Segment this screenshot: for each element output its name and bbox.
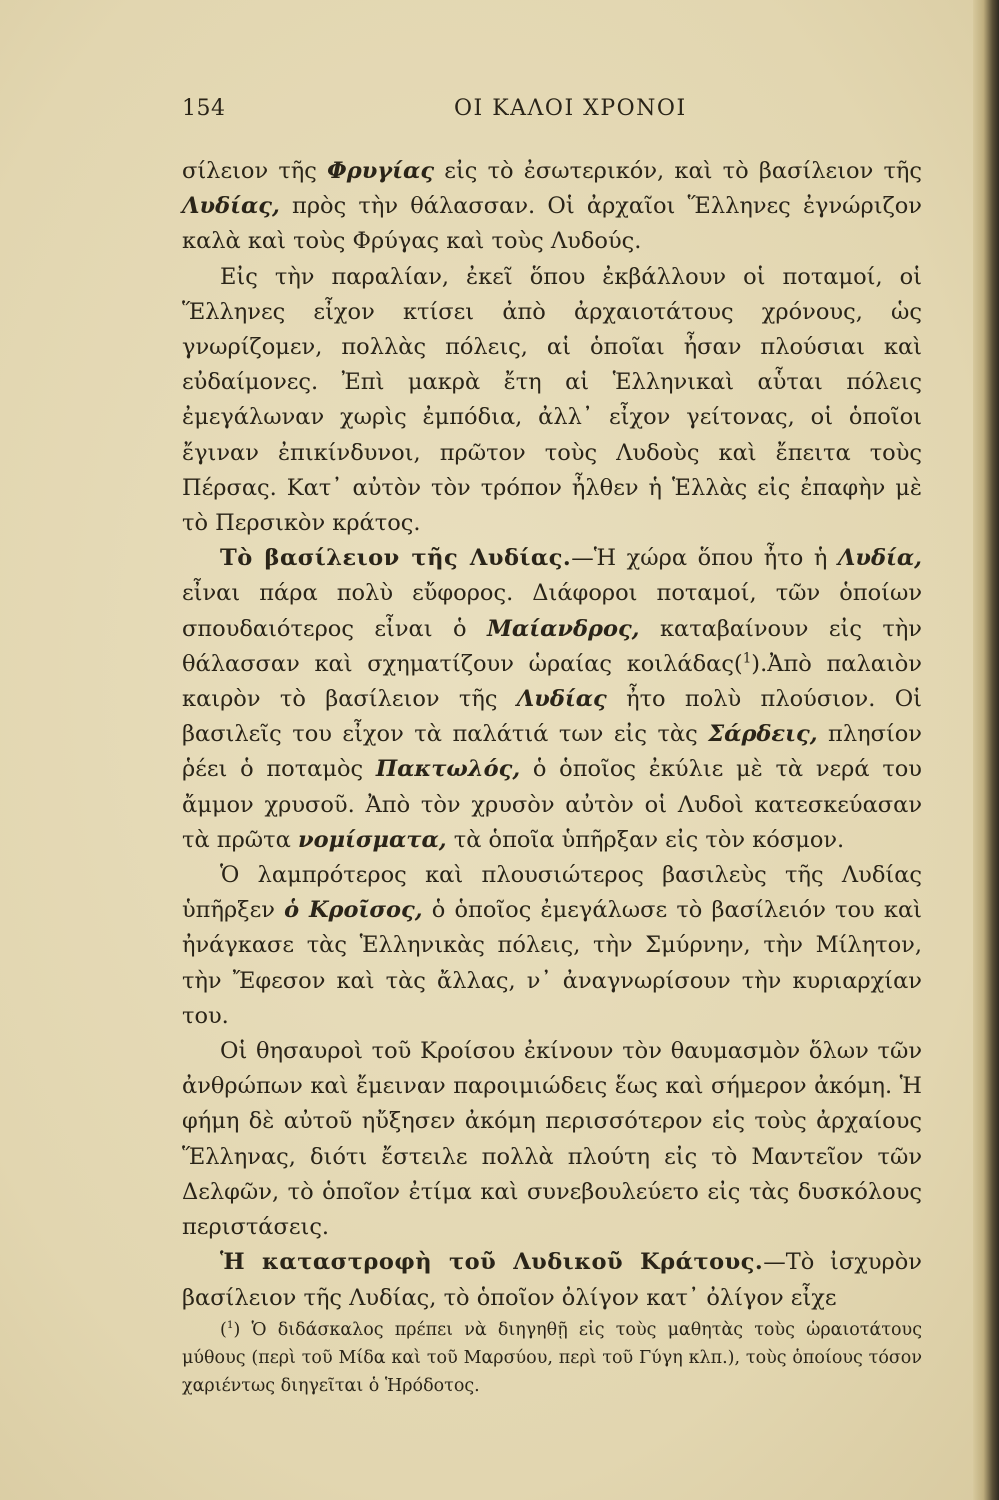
text-run: Ὁ λαμπρότερος καὶ πλουσιώτερος βασιλεὺς τῆς Λυδίας ὑπῆρξεν — [182, 862, 922, 924]
footnote-number: 1 — [226, 1319, 234, 1332]
emphasis-lydia: Λυδίας — [516, 686, 607, 713]
text-run: τὰ ὁποῖα ὑπῆρξαν εἰς τὸν κόσμον. — [446, 826, 845, 853]
text-run: ).Ἀπὸ παλαιὸν καιρὸν τὸ βασίλειον τῆς — [182, 650, 922, 713]
page-header — [182, 96, 912, 130]
emphasis-maeander: Μαίανδρος, — [486, 615, 640, 642]
paragraph-1 — [182, 154, 922, 260]
text-run: —Τὸ ἰσχυρὸν βασίλειον τῆς Λυδίας, τὸ ὁποῖον ὀλίγον κατ᾽ ὀλίγον εἶχε — [182, 1249, 922, 1311]
paragraph-4 — [182, 858, 922, 1034]
book-spine-shadow — [973, 0, 999, 1500]
emphasis-sardis: Σάρδεις, — [708, 721, 818, 748]
footnote-1: ($^1$) Ὁ διδάσκαλος πρέπει νὰ διηγηθῇ εἰς τοὺς μαθητὰς τοὺς ὡραιοτάτους μύθους (περὶ τοῦ Μίδα καὶ τοῦ Μαρσύου, περὶ τοῦ Γύγη κλπ.), τοὺς ὁποίους τόσον χαριέντως διηγεῖται ὁ Ἡρόδοτος. — [182, 1319, 922, 1396]
text-run: εἶναι πάρα πολὺ εὔφορος. Διάφοροι ποταμοί, τῶν ὁποίων σπουδαιότερος εἶναι ὁ — [182, 580, 922, 642]
paragraph-5: Οἱ θησαυροὶ τοῦ Κροίσου ἐκίνουν τὸν θαυμασμὸν ὅλων τῶν ἀνθρώπων καὶ ἔμειναν παροιμιώδεις ἕως καὶ σήμερον ἀκόμη. Ἡ φήμη δὲ αὐτοῦ ηὔξησεν ἀκόμη περισσότερον εἰς τοὺς ἀρχαίους Ἕλληνας, διότι ἔστειλε πολλὰ πλούτη εἰς τὸ Μαντεῖον τῶν Δελφῶν, τὸ ὁποῖον ἐτίμα καὶ συνεβουλεύετο εἰς τὰς δυσκόλους περιστάσεις. — [182, 1038, 922, 1241]
paragraph-3 — [182, 541, 922, 858]
text-run: καταβαίνουν εἰς τὴν θάλασσαν καὶ σχηματίζουν ὡραίας κοιλάδας( — [182, 615, 922, 677]
page-number: 154 — [182, 96, 226, 121]
text-run: ὁ ὁποῖος ἐμεγάλωσε τὸ βασίλειόν του καὶ ἠνάγκασε τὰς Ἑλληνικὰς πόλεις, τὴν Σμύρνην, τὴν Μίλητον, τὴν Ἔφεσον καὶ τὰς ἄλλας, ν᾽ ἀναγνωρίσουν τὴν κυριαρχίαν του. — [182, 897, 923, 1029]
section-heading-lydia-kingdom: Τὸ βασίλειον τῆς Λυδίας. — [220, 545, 572, 572]
emphasis-lydia: Λυδία, — [837, 545, 923, 572]
text-run: ἦτο πολὺ πλούσιον. Οἱ βασιλεῖς του εἶχον τὰ παλάτιά των εἰς τὰς — [182, 686, 922, 748]
emphasis-coins: νομίσματα, — [297, 826, 447, 853]
footnotes — [182, 1316, 922, 1400]
running-title: ΟΙ ΚΑΛΟΙ ΧΡΟΝΟΙ — [454, 96, 687, 121]
text-run: —Ἡ χώρα ὅπου ἦτο ἡ — [571, 545, 838, 572]
paragraph-2: Εἰς τὴν παραλίαν, ἐκεῖ ὅπου ἐκβάλλουν οἱ ποταμοί, οἱ Ἕλληνες εἶχον κτίσει ἀπὸ ἀρχαιοτάτους χρόνους, ὡς γνωρίζομεν, πολλὰς πόλεις, αἱ ὁποῖαι ἦσαν πλούσιαι καὶ εὐδαίμονες. Ἐπὶ μακρὰ ἔτη αἱ Ἑλληνικαὶ αὗται πόλεις ἐμεγάλωναν χωρὶς ἐμπόδια, ἀλλ᾽ εἶχον γείτονας, οἱ ὁποῖοι ἔγιναν ἐπικίνδυνοι, πρῶτον τοὺς Λυδοὺς καὶ ἔπειτα τοὺς Πέρσας. Κατ᾽ αὐτὸν τὸν τρόπον ἦλθεν ἡ Ἑλλὰς εἰς ἐπαφὴν μὲ τὸ Περσικὸν κράτος. — [182, 263, 922, 537]
emphasis-pactolus: Πακτωλός, — [375, 756, 521, 783]
main-text — [182, 154, 922, 1316]
emphasis-phrygia: Φρυγίας — [327, 158, 435, 184]
text-run: ὁ ὁποῖος ἐκύλιε μὲ τὰ νερά του ἄμμον χρυσοῦ. Ἀπὸ τὸν χρυσὸν αὐτὸν οἱ Λυδοὶ κατεσκεύασαν τὰ πρῶτα — [182, 756, 922, 853]
text-run: πλησίον ῥέει ὁ ποταμὸς — [182, 721, 922, 783]
emphasis-lydia: Λυδίας, — [182, 193, 280, 220]
footnote-mark: 1 — [742, 650, 752, 667]
footnote-text: Ὁ διδάσκαλος πρέπει νὰ διηγηθῇ εἰς τοὺς μαθητὰς τοὺς ὡραιοτάτους μύθους (περὶ τοῦ Μίδα καὶ τοῦ Μαρσύου, περὶ τοῦ Γύγη κλπ.), τοὺς ὁποίους τόσον χαριέντως διηγεῖται ὁ Ἡρόδοτος. — [182, 1320, 922, 1396]
text-run: εἰς τὸ ἐσωτερικόν, καὶ τὸ βασίλειον τῆς — [434, 158, 922, 184]
emphasis-croesus: ὁ Κροῖσος, — [284, 897, 423, 924]
text-run: σίλειον τῆς — [182, 158, 328, 184]
section-heading-destruction: Ἡ καταστροφὴ τοῦ Λυδικοῦ Κράτους. — [220, 1249, 764, 1276]
text-run: πρὸς τὴν θάλασσαν. Οἱ ἀρχαῖοι Ἕλληνες ἐγνώριζον καλὰ καὶ τοὺς Φρύγας καὶ τοὺς Λυδούς. — [182, 193, 922, 255]
paragraph-6 — [182, 1245, 922, 1315]
